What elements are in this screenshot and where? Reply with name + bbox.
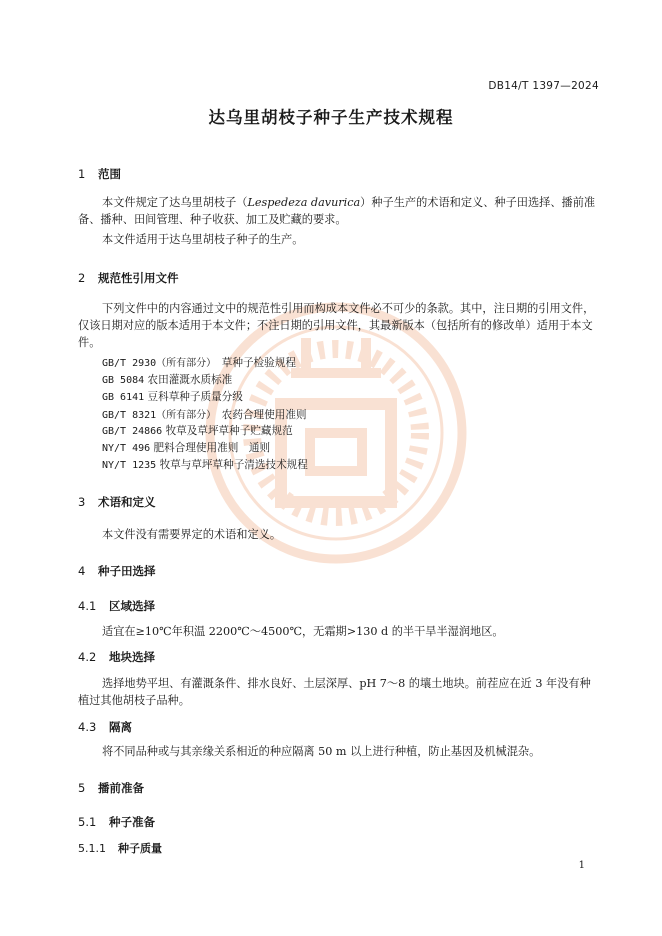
scope-paragraph-2: 本文件适用于达乌里胡枝子种子的生产。 [102, 233, 304, 246]
section-title: 种子田选择 [98, 564, 156, 578]
section-number: 5.1.1 [78, 842, 106, 855]
section-number: 1 [78, 167, 86, 181]
section-4-2-heading [78, 649, 155, 665]
section-number: 5 [78, 781, 86, 795]
section-title: 种子质量 [118, 842, 162, 855]
section-title: 播前准备 [98, 781, 144, 795]
plot-paragraph: 选择地势平坦、有灌溉条件、排水良好、土层深厚、pH 7～8 的壤土地块。前茬应在近 3 年没有种植过其他胡枝子品种。 [78, 677, 591, 707]
latin-name: Lespedeza davurica [247, 196, 361, 209]
section-number: 2 [78, 271, 86, 285]
section-title: 种子准备 [109, 815, 155, 829]
section-1-heading [78, 166, 121, 182]
section-5-1-heading [78, 814, 155, 830]
page-title: 达乌里胡枝子种子生产技术规程 [208, 108, 454, 127]
section-number: 3 [78, 495, 86, 509]
section-5-heading [78, 780, 144, 796]
reference-item: GB/T 24866 牧草及草坪草种子贮藏规范 [102, 425, 293, 437]
reference-item: GB/T 2930（所有部分） 草种子检验规程 [102, 357, 296, 369]
page-number: 1 [578, 860, 585, 871]
section-number: 5.1 [78, 815, 97, 829]
references-intro: 下列文件中的内容通过文中的规范性引用而构成本文件必不可少的条款。其中，注日期的引用文件，仅该日期对应的版本适用于本文件；不注日期的引用文件，其最新版本（包括所有的修改单）适用于本文件。 [78, 302, 595, 349]
section-number: 4.3 [78, 720, 97, 734]
scope-text-b: ）种子生产的术语和定义、种子田选择、播前准备、播种、田间管理、种子收获、加工及贮藏的要求。 [78, 196, 596, 226]
section-title: 范围 [98, 167, 121, 181]
section-number: 4.1 [78, 599, 97, 613]
section-number: 4 [78, 564, 86, 578]
section-title: 术语和定义 [98, 495, 156, 509]
scope-text-a: 本文件规定了达乌里胡枝子（ [102, 196, 248, 209]
reference-item: NY/T 1235 牧草与草坪草种子清选技术规程 [102, 459, 308, 471]
section-4-3-heading [78, 719, 132, 735]
section-title: 地块选择 [109, 650, 155, 664]
reference-item: GB 5084 农田灌溉水质标准 [102, 374, 233, 386]
doc-code: DB14/T 1397—2024 [488, 80, 599, 92]
scope-paragraph-1 [78, 194, 598, 228]
reference-item: NY/T 496 肥料合理使用准则 通则 [102, 442, 271, 454]
reference-item: GB/T 8321（所有部分） 农药合理使用准则 [102, 409, 307, 421]
terms-paragraph: 本文件没有需要界定的术语和定义。 [102, 528, 282, 541]
region-paragraph: 适宜在≥10℃年积温 2200℃～4500℃，无霜期>130 d 的半干旱半湿润地区。 [102, 625, 504, 638]
section-4-1-heading [78, 598, 155, 614]
section-2-heading [78, 270, 179, 286]
section-4-heading [78, 563, 156, 579]
section-title: 区域选择 [109, 599, 155, 613]
isolation-paragraph: 将不同品种或与其亲缘关系相近的种应隔离 50 m 以上进行种植，防止基因及机械混杂。 [102, 745, 541, 758]
section-number: 4.2 [78, 650, 97, 664]
section-title: 规范性引用文件 [98, 271, 179, 285]
section-3-heading [78, 494, 156, 510]
section-5-1-1-heading [78, 840, 162, 856]
reference-item: GB 6141 豆科草种子质量分级 [102, 391, 243, 403]
section-title: 隔离 [109, 720, 132, 734]
